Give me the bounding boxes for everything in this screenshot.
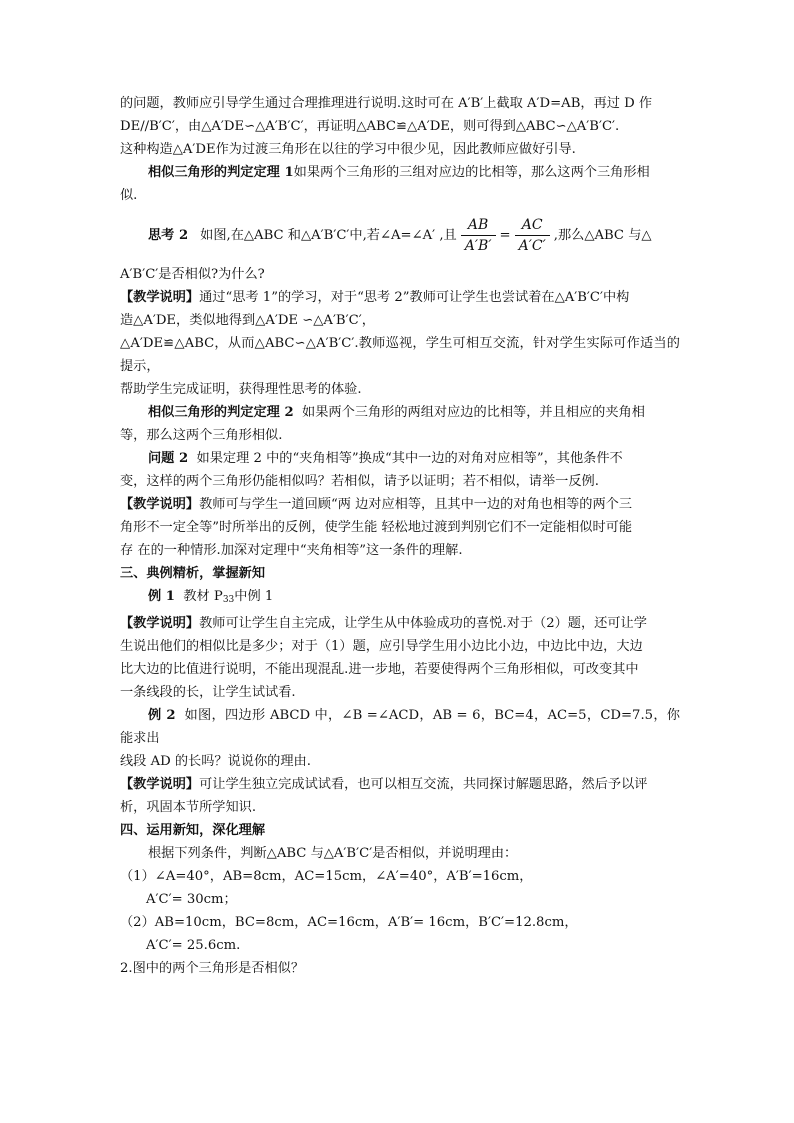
teaching-note-3 [120,612,680,635]
text-line: △A′DE≌△ABC，从而△ABC∽△A′B′C′.教师巡视，学生可相互交流，针对学生实际可作适当的提示， [120,336,680,374]
example-1-text: 教材 P [183,589,223,604]
example-1-title: 例 1 [148,589,175,604]
think-2-pre: 如图,在△ABC 和△A′B′C′中,若∠A=∠A′ ,且 [200,227,457,243]
example-1-subscript: 33 [222,595,235,605]
teaching-note-2 [120,493,680,516]
note-text: 教师可让学生自主完成，让学生从中体验成功的喜悦.对于（2）题，还可让学 [199,616,647,631]
text-line: 一条线段的长，让学生试试看. [120,685,296,700]
fraction-denominator: A′C′ [515,235,550,255]
note-text: 通过“思考 1”的学习，对于“思考 2”教师可让学生也尝试着在△A′B′C′中构 [199,290,630,305]
example-2-title: 例 2 [148,708,176,723]
text-line: 析，巩固本节所学知识. [120,800,257,815]
think-2-line [148,207,680,263]
exercise-1-condition-1: （1）∠A=40°，AB=8cm，AC=15cm，∠A′=40°，A′B′=16cm， [120,869,533,884]
theorem-2-text: 如果两个三角形的两组对应边的比相等，并且相应的夹角相 [302,405,645,420]
note-text: 可让学生独立完成试试看，也可以相互交流，共同探讨解题思路，然后予以评 [199,777,648,792]
note-tag: 【教学说明】 [120,616,200,631]
text-line: 这种构造△A′DE作为过渡三角形在以往的学习中很少见，因此教师应做好引导. [120,142,576,157]
text-line: A′B′C′是否相似?为什么? [120,267,265,282]
fraction-ab [461,216,496,255]
fraction-numerator: AC [521,216,543,233]
text-line: 线段 AD 的长吗？说说你的理由. [120,754,311,769]
teaching-note-4 [120,773,680,796]
text-line: 变，这样的两个三角形仍能相似吗？若相似，请予以证明；若不相似，请举一反例. [120,474,599,489]
exercise-1-prompt: 根据下列条件，判断△ABC 与△A′B′C′是否相似，并说明理由： [148,846,518,861]
theorem-1 [120,161,680,184]
text-line: 帮助学生完成证明，获得理性思考的体验. [120,382,362,397]
exercise-2-prompt: 2.图中的两个三角形是否相似？ [120,961,305,976]
text-line: DE//B′C′，由△A′DE∽△A′B′C′，再证明△ABC≌△A′DE，则可得到△ABC∽△A′B′C′. [120,119,620,134]
example-2 [120,704,680,750]
example-1-text2: 中例 1 [234,589,274,604]
note-tag: 【教学说明】 [120,497,200,512]
text-line: 角形不一定全等”时所举出的反例，使学生能 轻松地过渡到判别它们不一定能相似时可能 [120,520,633,535]
document-page [120,92,680,980]
exercise-1-condition-2-cont: A′C′= 25.6cm. [146,938,241,953]
text-line: 等，那么这两个三角形相似. [120,428,283,443]
text-line: 存 在的一种情形.加深对定理中“夹角相等”这一条件的理解. [120,543,463,558]
section-4-heading: 四、运用新知，深化理解 [120,823,266,838]
fraction-ac [515,216,550,255]
note-tag: 【教学说明】 [120,777,200,792]
example-2-text: 如图，四边形 ABCD 中，∠B =∠ACD，AB = 6，BC=4，AC=5，CD=7.5，你能求出 [120,708,680,746]
text-line: 生说出他们的相似比是多少；对于（1）题，应引导学生用小边比小边，中边比中边，大边 [120,639,643,654]
section-3-heading: 三、典例精析，掌握新知 [120,566,266,581]
equals-sign: = [499,227,511,243]
exercise-1-condition-2: （2）AB=10cm，BC=8cm，AC=16cm，A′B′= 16cm，B′C′=12.8cm， [120,915,578,930]
text-line: 造△A′DE，类似地得到△A′DE ∽△A′B′C′， [120,313,375,328]
text-line: 似. [120,188,138,203]
think-2-post: ,那么△ABC 与△ [553,227,652,243]
teaching-note-1 [120,286,680,309]
theorem-1-text: 如果两个三角形的三组对应边的比相等，那么这两个三角形相 [293,165,650,180]
text-line: 比大边的比值进行说明，不能出现混乱.进一步地，若要使得两个三角形相似，可改变其中 [120,662,639,677]
question-2-text: 如果定理 2 中的“夹角相等”换成“其中一边的对角对应相等”，其他条件不 [196,451,623,466]
example-1 [120,585,680,612]
exercise-1-condition-1-cont: A′C′= 30cm； [146,892,237,907]
note-tag: 【教学说明】 [120,290,200,305]
theorem-2-title: 相似三角形的判定定理 2 [148,405,294,420]
fraction-denominator: A′B′ [461,235,496,255]
question-2 [120,447,680,470]
theorem-2 [120,401,680,424]
fraction-numerator: AB [467,216,489,233]
note-text: 教师可与学生一道回顾“两 边对应相等，且其中一边的对角也相等的两个三 [199,497,633,512]
think-2-title: 思考 2 [148,227,189,243]
question-2-title: 问题 2 [148,451,189,466]
theorem-1-title: 相似三角形的判定定理 1 [148,165,294,180]
text-line: 的问题，教师应引导学生通过合理推理进行说明.这时可在 A′B′上截取 A′D=AB，再过 D 作 [120,96,653,111]
